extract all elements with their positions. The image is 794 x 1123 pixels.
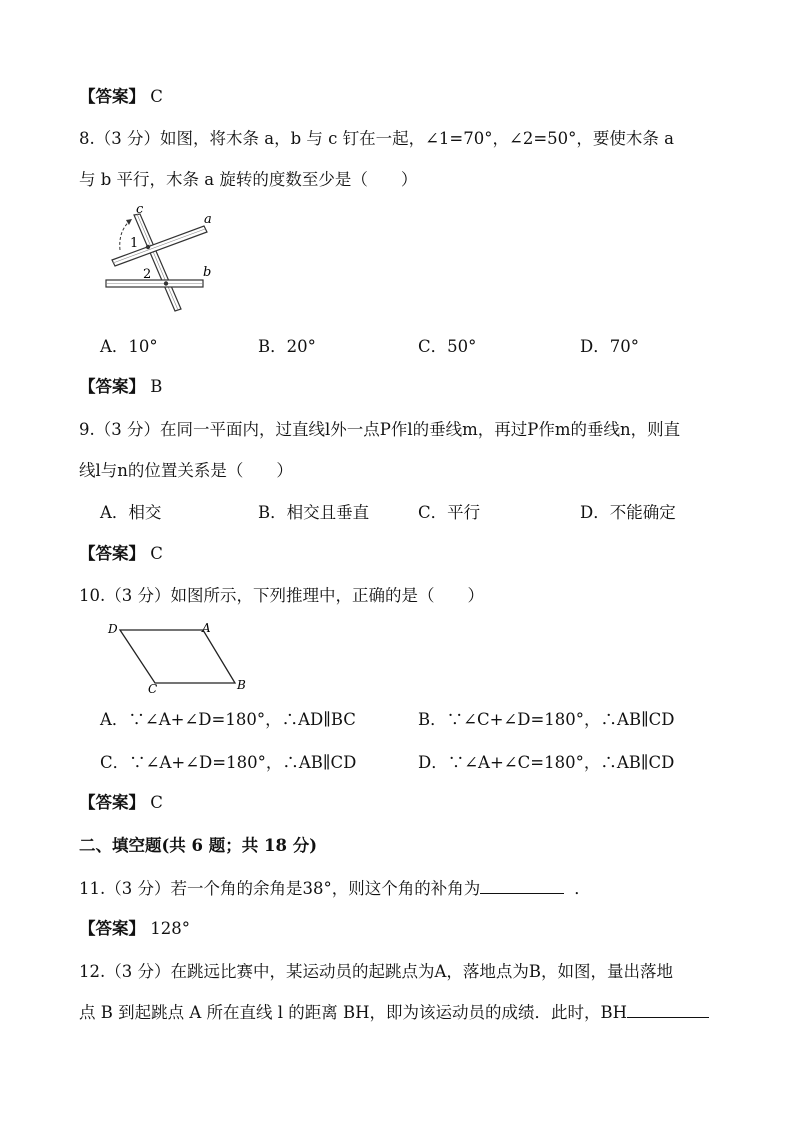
answer-line-q10 (79, 792, 163, 814)
q10-label-A: A (202, 621, 211, 635)
q9-text-line2: 线l与n的位置关系是（ ） (79, 461, 293, 480)
answer-line-q11 (79, 918, 190, 940)
q8-label-2: 2 (143, 267, 152, 282)
q10-label-B: B (237, 678, 246, 692)
q12-line2 (79, 1001, 709, 1024)
answer-line-q7 (79, 86, 163, 108)
answer-label: 【答案】 (79, 87, 145, 106)
section-title-fill-in-blank: 二、填空题(共 6 题；共 18 分) (79, 836, 318, 855)
q11-blank[interactable] (480, 877, 564, 894)
answer-label: 【答案】 (79, 919, 145, 938)
answer-label: 【答案】 (79, 377, 145, 396)
q8-label-a: a (204, 212, 212, 227)
answer-label: 【答案】 (79, 544, 145, 563)
q8-option-d[interactable]: D．70° (580, 337, 639, 356)
q9-option-c[interactable]: C．平行 (418, 503, 481, 522)
q12-text-line1: 12.（3 分）在跳远比赛中，某运动员的起跳点为A，落地点为B，如图，量出落地 (79, 962, 674, 981)
q8-option-b[interactable]: B．20° (258, 337, 316, 356)
answer-line-q9 (79, 543, 163, 565)
q8-label-1: 1 (130, 236, 139, 251)
q12-blank[interactable] (627, 1001, 709, 1018)
q8-option-a[interactable]: A．10° (100, 337, 158, 356)
q10-option-b[interactable]: B．∵∠C+∠D=180°，∴AB∥CD (418, 710, 675, 729)
answer-value: B (150, 377, 163, 396)
q12-text-line2: 点 B 到起跳点 A 所在直线 l 的距离 BH，即为该运动员的成绩．此时，BH (79, 1003, 628, 1022)
q11-line (79, 877, 591, 900)
q10-figure-parallelogram (105, 620, 255, 695)
q11-end: ． (574, 879, 591, 898)
answer-value: C (150, 544, 163, 563)
q8-label-b: b (203, 265, 212, 280)
q10-label-D: D (108, 622, 118, 636)
q10-label-C: C (148, 682, 158, 696)
answer-label: 【答案】 (79, 793, 145, 812)
q9-option-b[interactable]: B．相交且垂直 (258, 503, 370, 522)
q10-option-a[interactable]: A．∵∠A+∠D=180°，∴AD∥BC (100, 710, 356, 729)
q9-option-a[interactable]: A．相交 (100, 503, 162, 522)
answer-line-q8 (79, 376, 162, 398)
answer-value: C (150, 793, 163, 812)
answer-value: 128° (150, 919, 190, 938)
q8-option-c[interactable]: C．50° (418, 337, 477, 356)
q10-option-d[interactable]: D．∵∠A+∠C=180°，∴AB∥CD (418, 753, 675, 772)
q9-text-line1: 9.（3 分）在同一平面内，过直线l外一点P作l的垂线m，再过P作m的垂线n，则直 (79, 420, 681, 439)
q10-text-line1: 10.（3 分）如图所示，下列推理中，正确的是（ ） (79, 586, 484, 605)
q11-text: 11.（3 分）若一个角的余角是38°，则这个角的补角为 (79, 879, 481, 898)
answer-value: C (150, 87, 163, 106)
q8-label-c: c (136, 202, 144, 217)
q8-text-line2: 与 b 平行，木条 a 旋转的度数至少是（ ） (79, 170, 418, 189)
q8-figure-wooden-strips (100, 202, 220, 315)
q10-option-c[interactable]: C．∵∠A+∠D=180°，∴AB∥CD (100, 753, 357, 772)
q8-text-line1: 8.（3 分）如图，将木条 a，b 与 c 钉在一起，∠1=70°，∠2=50°，要使木条 a (79, 129, 674, 148)
q9-option-d[interactable]: D．不能确定 (580, 503, 676, 522)
